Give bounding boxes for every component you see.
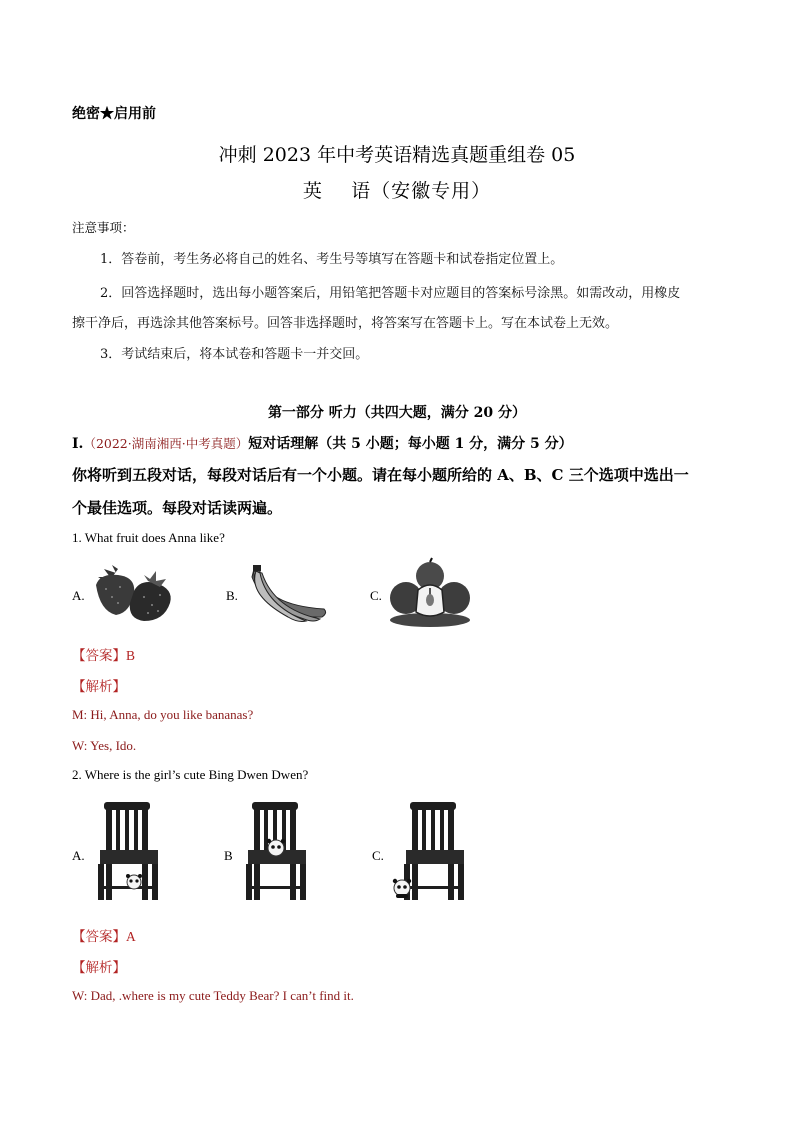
instruction-line-2: 个最佳选项。每段对话读两遍。 [72,499,283,517]
q2-answer-value: A [126,929,136,944]
instruction-line-1: 你将听到五段对话，每段对话后有一个小题。请在每小题所给的 A、B、C 三个选项中选出一 [72,466,689,484]
page-subtitle: 英 语（安徽专用） [302,180,492,202]
q2-analysis-label: 【解析】 [72,960,126,976]
page-title: 冲刺 2023 年中考英语精选真题重组卷 05 [218,144,576,166]
apples-image [388,560,472,628]
q1-answer-value: B [126,648,136,663]
chair-panda-under-image [92,802,164,902]
q1-option-a-label: A. [72,588,85,603]
q2-option-c-label: C. [372,848,384,863]
q1-analysis-label: 【解析】 [72,679,126,695]
bananas-image [244,565,330,625]
note-item-2-line-1: 2．回答选择题时，选出每小题答案后，用铅笔把答题卡对应题目的答案标号涂黑。如需改动，用橡皮 [100,286,681,301]
note-item-2-line-2: 擦干净后，再选涂其他答案标号。回答非选择题时，将答案写在答题卡上。写在本试卷上无效。 [72,316,619,331]
strawberries-image [90,563,178,623]
question-1-text: 1. What fruit does Anna like? [72,530,225,545]
q1-answer [72,644,135,664]
q1-option-c-label: C. [370,588,382,603]
notes-heading: 注意事项： [72,220,135,235]
q2-option-a-label: A. [72,848,85,863]
q1-dialogue-line-2: W: Yes, Ido. [72,738,137,753]
note-item-3: 3．考试结束后，将本试卷和答题卡一并交回。 [100,347,369,362]
section-title: 短对话理解（共 5 小题；每小题 1 分，满分 5 分） [248,436,573,452]
q1-option-b-label: B. [226,588,238,603]
section-source: （2022·湖南湘西·中考真题） [83,436,249,451]
chair-panda-beside-image [390,802,470,902]
q2-answer-label: 【答案】 [72,929,126,945]
section-heading [72,433,573,453]
note-item-1: 1．答卷前，考生务必将自己的姓名、考生号等填写在答题卡和试卷指定位置上。 [100,252,564,267]
question-2-text: 2. Where is the girl’s cute Bing Dwen Dwen? [72,767,309,782]
confidential-label: 绝密★启用前 [72,106,156,122]
q2-dialogue-line-1: W: Dad, .where is my cute Teddy Bear? I can’t find it. [72,988,354,1003]
section-number: Ⅰ. [72,436,84,452]
q2-option-b-label: B [224,848,233,863]
q1-answer-label: 【答案】 [72,648,126,664]
chair-panda-on-image [240,802,312,902]
q2-answer [72,925,136,945]
q1-dialogue-line-1: M: Hi, Anna, do you like bananas? [72,707,254,722]
part-title: 第一部分 听力（共四大题，满分 20 分） [267,405,527,421]
